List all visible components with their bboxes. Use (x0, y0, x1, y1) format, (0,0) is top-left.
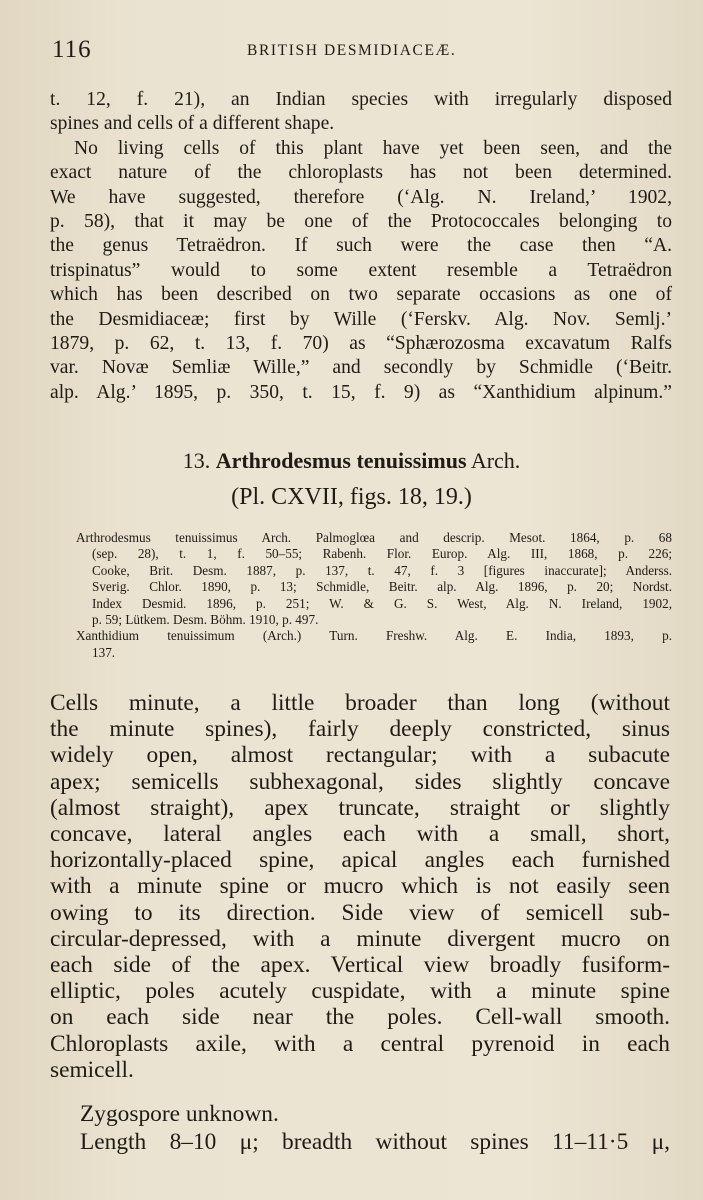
text-line: which has been described on two separate occasions as one of (50, 284, 672, 306)
running-head: BRITISH DESMIDIACEÆ. (247, 42, 457, 59)
text-line: var. Novæ Semliæ Wille,” and secondly by Schmidle (‘Beitr. (50, 357, 672, 379)
text-line: 1879, p. 62, t. 13, f. 70) as “Sphærozosma excavatum Ralfs (50, 333, 672, 355)
intro-paragraph (50, 88, 672, 405)
text-line: the Desmidiaceæ; first by Wille (‘Ferskv. Alg. Nov. Semlj.’ (50, 308, 672, 330)
description-paragraph (50, 690, 670, 1083)
description-line: concave, lateral angles each with a small, short, (50, 821, 670, 848)
description-line: (almost straight), apex truncate, straight or slightly (50, 794, 670, 821)
synonymy-line: Xanthidium tenuissimum (Arch.) Turn. Freshw. Alg. E. India, 1893, p. (76, 628, 672, 644)
description-line: the minute spines), fairly deeply constricted, sinus (50, 716, 670, 743)
text-line: spines and cells of a different shape. (50, 113, 335, 135)
page-number: 116 (52, 36, 92, 63)
measurements-line: Length 8–10 μ; breadth without spines 11–11·5 μ, (80, 1129, 670, 1155)
description-line: owing to its direction. Side view of semicell sub- (50, 899, 670, 926)
description-line: on each side near the poles. Cell-wall smooth. (50, 1004, 670, 1031)
description-line: elliptic, poles acutely cuspidate, with a minute spine (50, 978, 670, 1005)
text-line: exact nature of the chloroplasts has not been determined. (50, 162, 672, 184)
synonymy-line: (sep. 28), t. 1, f. 50–55; Rabenh. Flor. Europ. Alg. III, 1868, p. 226; (92, 546, 672, 562)
closing-lines (50, 1100, 670, 1156)
text-line: We have suggested, therefore (‘Alg. N. Ireland,’ 1902, (50, 186, 672, 208)
text-line: t. 12, f. 21), an Indian species with irregularly disposed (50, 89, 672, 110)
synonymy-line: Cooke, Brit. Desm. 1887, p. 137, t. 47, f. 3 [figures inaccurate]; Anderss. (92, 562, 672, 578)
synonymy-block (76, 530, 672, 661)
synonymy-line: p. 59; Lütkem. Desm. Böhm. 1910, p. 497. (92, 612, 319, 628)
text-line: p. 58), that it may be one of the Protococcales belonging to (50, 211, 672, 233)
description-line: apex; semicells subhexagonal, sides slightly concave (50, 768, 670, 795)
description-line: widely open, almost rectangular; with a subacute (50, 742, 670, 769)
description-line: horizontally-placed spine, apical angles each furnished (50, 847, 670, 874)
description-line: semicell. (50, 1056, 134, 1083)
synonymy-line: Sverig. Chlor. 1890, p. 13; Schmidle, Beitr. alp. Alg. 1896, p. 20; Nordst. (92, 579, 672, 595)
text-line: trispinatus” would to some extent resemble a Tetraëdron (50, 259, 672, 281)
text-line: the genus Tetraëdron. If such were the case then “A. (50, 235, 672, 257)
synonymy-line: 137. (92, 644, 116, 660)
page-header (52, 34, 672, 68)
text-line: No living cells of this plant have yet been seen, and the (74, 137, 672, 159)
description-line: Cells minute, a little broader than long (without (50, 690, 670, 716)
species-authority: Arch. (470, 448, 521, 473)
species-heading (0, 448, 703, 474)
text-line: alp. Alg.’ 1895, p. 350, t. 15, f. 9) as “Xanthidium alpinum.” (50, 381, 672, 403)
description-line: circular-depressed, with a minute divergent mucro on (50, 925, 670, 952)
description-line: each side of the apex. Vertical view broadly fusiform- (50, 952, 670, 979)
description-line: Chloroplasts axile, with a central pyrenoid in each (50, 1030, 670, 1057)
plate-reference: (Pl. CXVII, figs. 18, 19.) (231, 484, 472, 510)
synonymy-line: Arthrodesmus tenuissimus Arch. Palmoglœa and descrip. Mesot. 1864, p. 68 (76, 530, 672, 545)
synonymy-line: Index Desmid. 1896, p. 251; W. & G. S. West, Alg. N. Ireland, 1902, (92, 595, 672, 611)
zygospore-line: Zygospore unknown. (80, 1101, 279, 1127)
description-line: with a minute spine or mucro which is not easily seen (50, 873, 670, 900)
species-number: 13. (182, 448, 211, 473)
species-name: Arthrodesmus tenuissimus (215, 448, 467, 473)
